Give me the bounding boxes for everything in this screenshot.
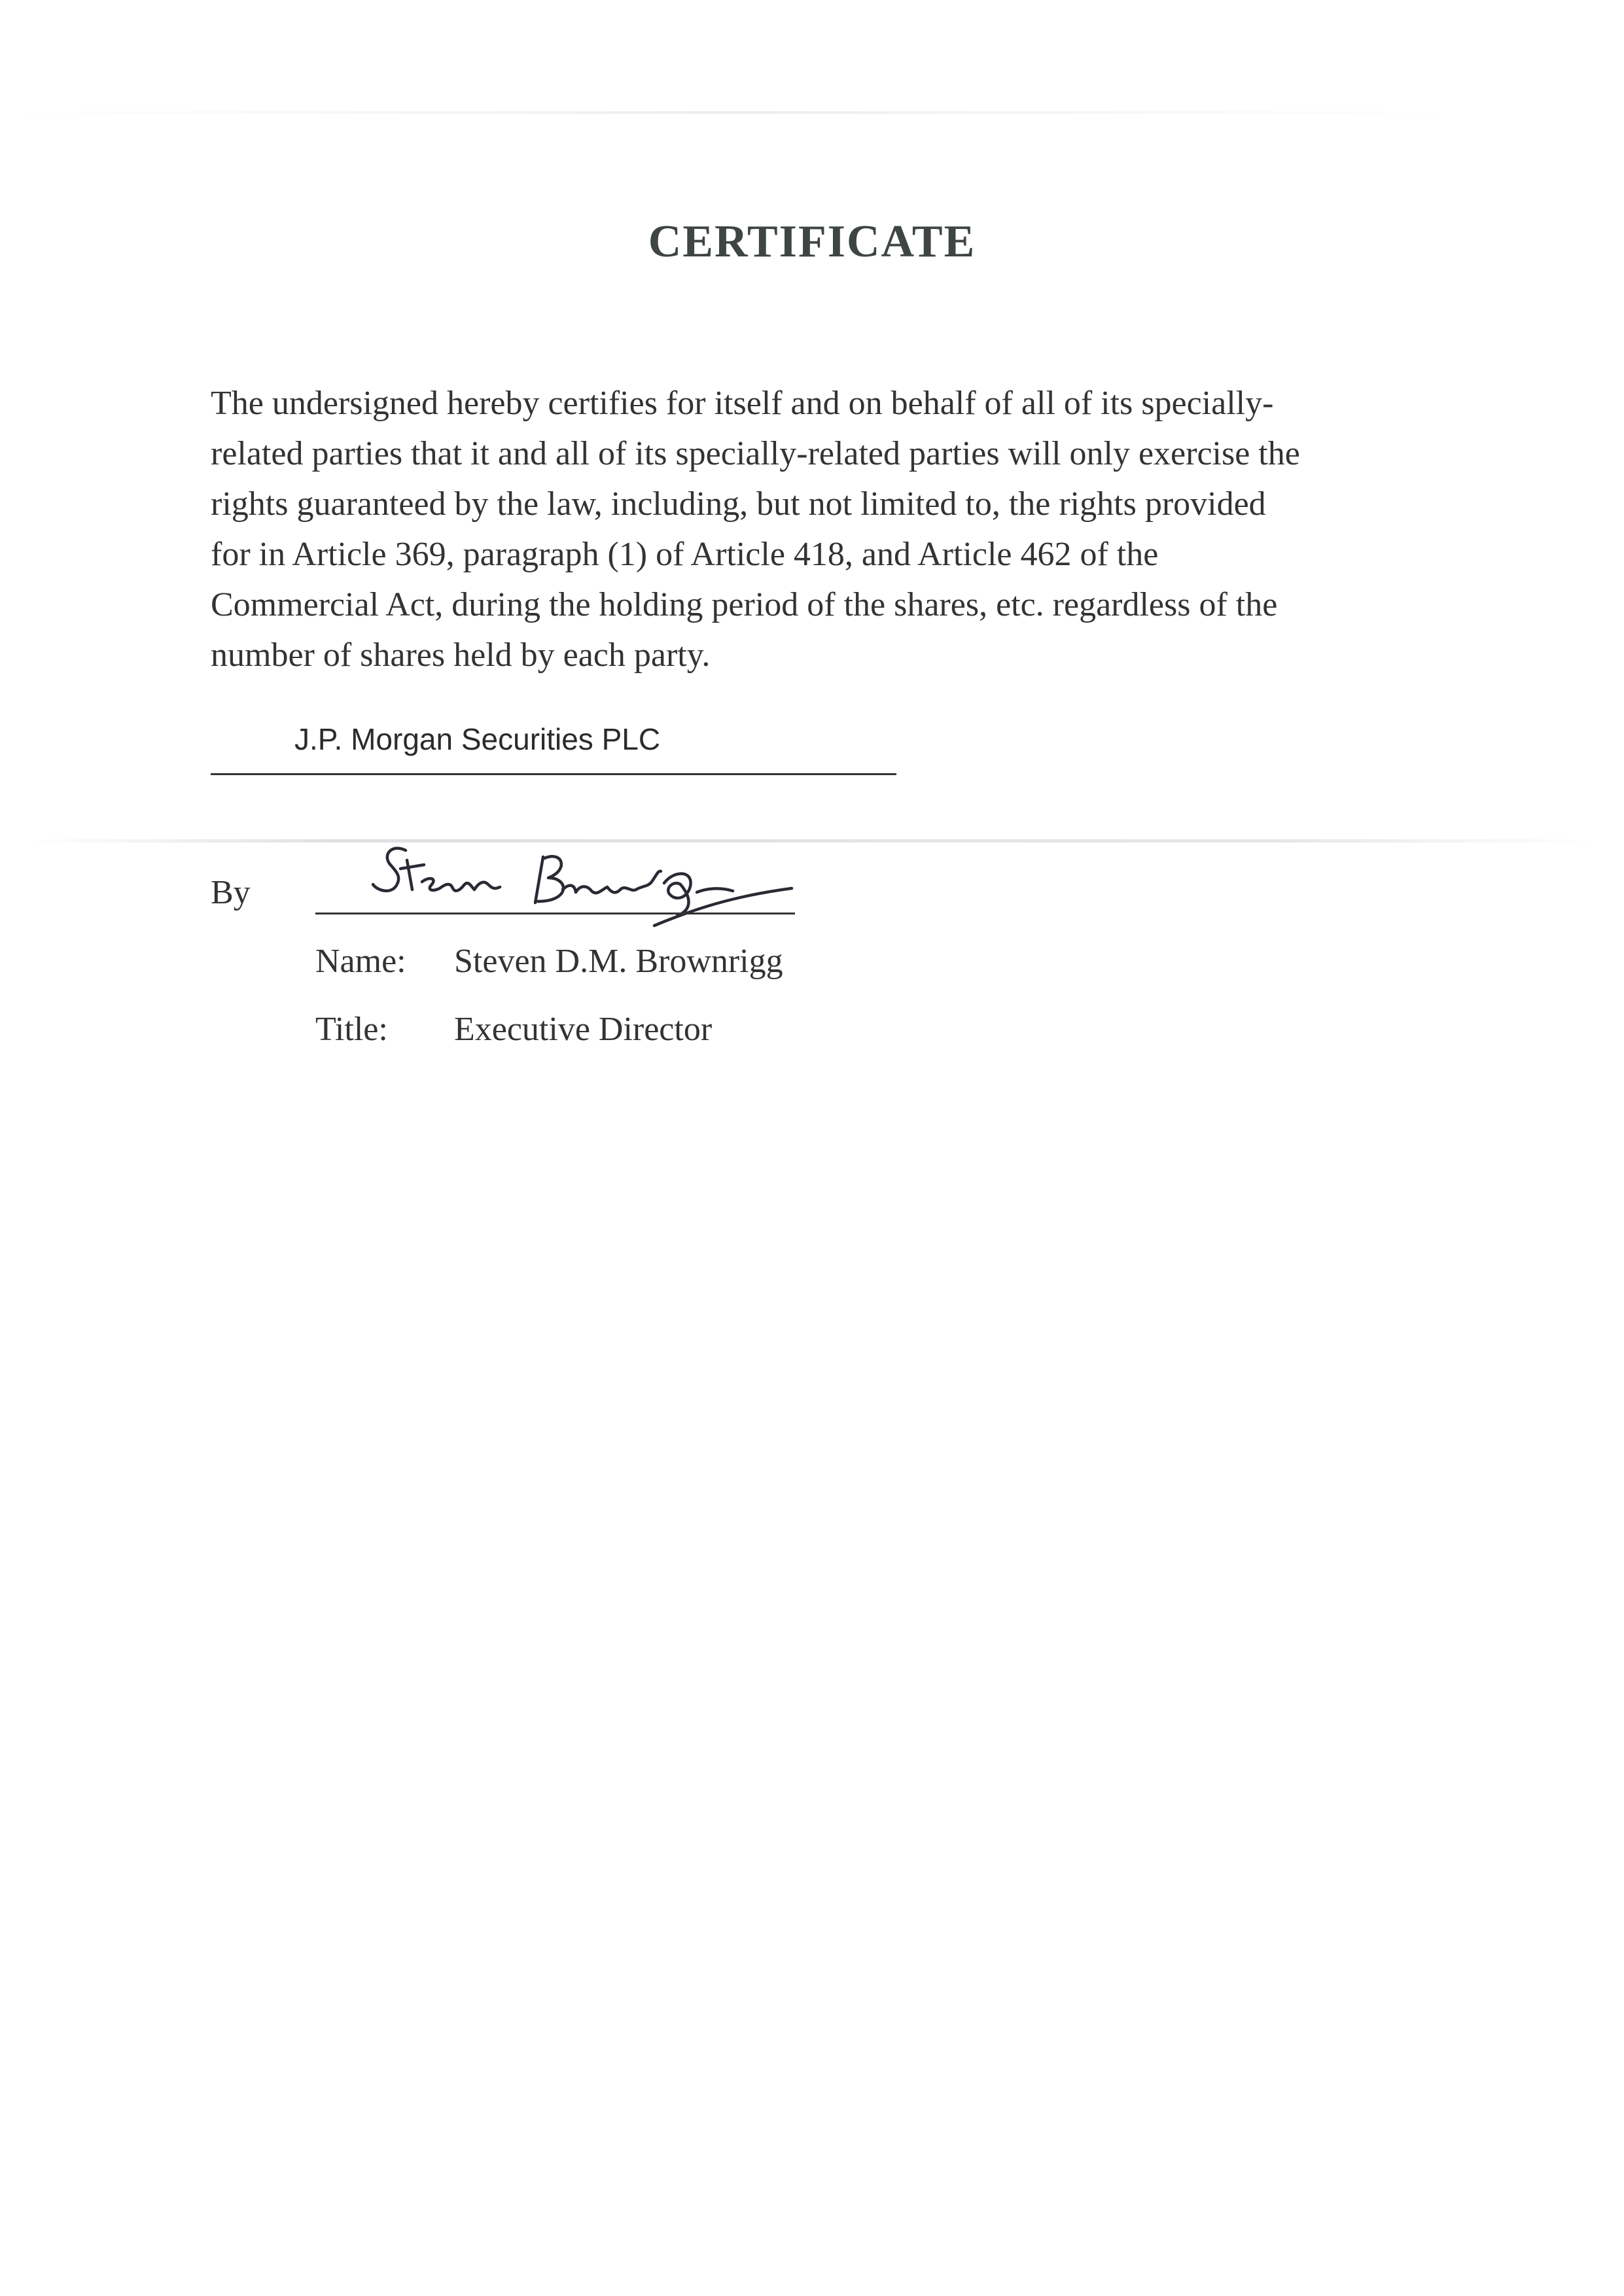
scan-artifact-top: [13, 111, 1453, 114]
by-label: By: [211, 874, 251, 911]
name-value: Steven D.M. Brownrigg: [454, 943, 783, 980]
paragraph-line: Commercial Act, during the holding period of the shares, etc. regardless of the: [211, 586, 1278, 623]
paragraph-line: related parties that it and all of its specially-related parties will only exercise the: [211, 435, 1300, 472]
title-row: [315, 1010, 712, 1049]
title-value: Executive Director: [454, 1011, 713, 1048]
handwritten-signature: [366, 824, 824, 942]
signature-line: [315, 913, 795, 914]
certification-paragraph: [211, 378, 1454, 680]
document-title: CERTIFICATE: [648, 217, 976, 267]
paragraph-line: The undersigned hereby certifies for itself and on behalf of all of its specially-: [211, 385, 1274, 422]
name-label: Name:: [315, 943, 406, 980]
title-label: Title:: [315, 1011, 388, 1048]
paragraph-line: for in Article 369, paragraph (1) of Article 418, and Article 462 of the: [211, 536, 1159, 573]
paragraph-line: rights guaranteed by the law, including, but not limited to, the rights provided: [211, 485, 1266, 523]
company-name: J.P. Morgan Securities PLC: [294, 722, 661, 756]
paragraph-line: number of shares held by each party.: [211, 636, 711, 674]
name-row: [315, 942, 783, 981]
company-underline: [211, 773, 896, 775]
